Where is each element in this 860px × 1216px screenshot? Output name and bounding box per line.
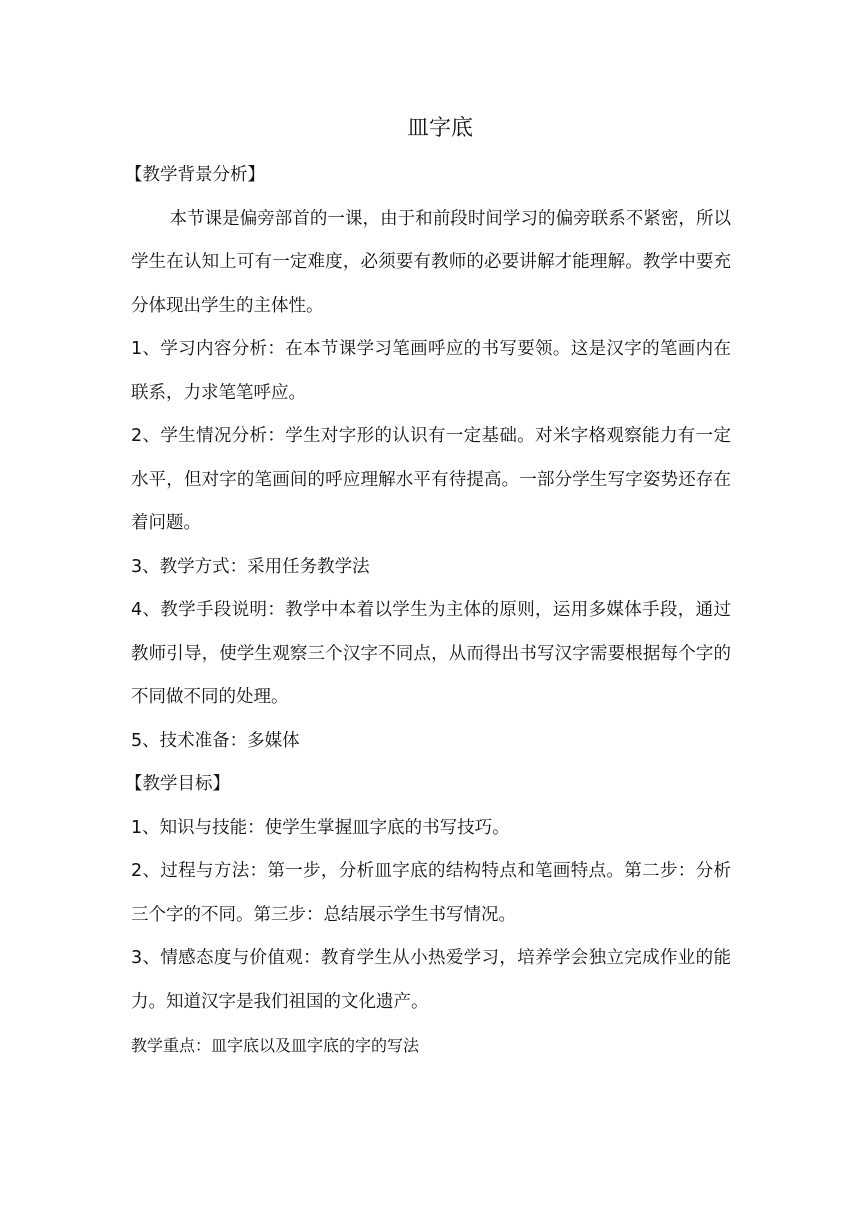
background-item-means: 4、教学手段说明：教学中本着以学生为主体的原则，运用多媒体手段，通过教师引导，使学生观察三个汉字不同点，从而得出书写汉字需要根据每个字的不同做不同的处理。 xyxy=(131,600,731,707)
section-heading-background: 【教学背景分析】 xyxy=(125,165,265,185)
section-heading-goals: 【教学目标】 xyxy=(125,774,230,794)
background-item-method: 3、教学方式：采用任务教学法 xyxy=(131,556,370,577)
goal-item-knowledge: 1、知识与技能：使学生掌握皿字底的书写技巧。 xyxy=(131,817,510,838)
background-paragraph: 本节课是偏旁部首的一课，由于和前段时间学习的偏旁联系不紧密，所以学生在认知上可有一定难度，必须要有教师的必要讲解才能理解。教学中要充分体现出学生的主体性。 xyxy=(131,208,731,316)
document-body xyxy=(125,112,731,1068)
key-point: 教学重点：皿字底以及皿字底的字的写法 xyxy=(131,1036,420,1055)
goal-item-process: 2、过程与方法：第一步，分析皿字底的结构特点和笔画特点。第二步：分析三个字的不同。第三步：总结展示学生书写情况。 xyxy=(131,861,731,925)
goal-item-attitude: 3、情感态度与价值观：教育学生从小热爱学习，培养学会独立完成作业的能力。知道汉字是我们祖国的文化遗产。 xyxy=(131,948,731,1012)
background-item-content: 1、学习内容分析：在本节课学习笔画呼应的书写要领。这是汉字的笔画内在联系，力求笔笔呼应。 xyxy=(131,339,731,403)
background-item-tech: 5、技术准备：多媒体 xyxy=(131,730,300,751)
page-title: 皿字底 xyxy=(406,116,473,141)
background-item-students: 2、学生情况分析：学生对字形的认识有一定基础。对米字格观察能力有一定水平，但对字的笔画间的呼应理解水平有待提高。一部分学生写字姿势还存在着问题。 xyxy=(131,426,731,533)
